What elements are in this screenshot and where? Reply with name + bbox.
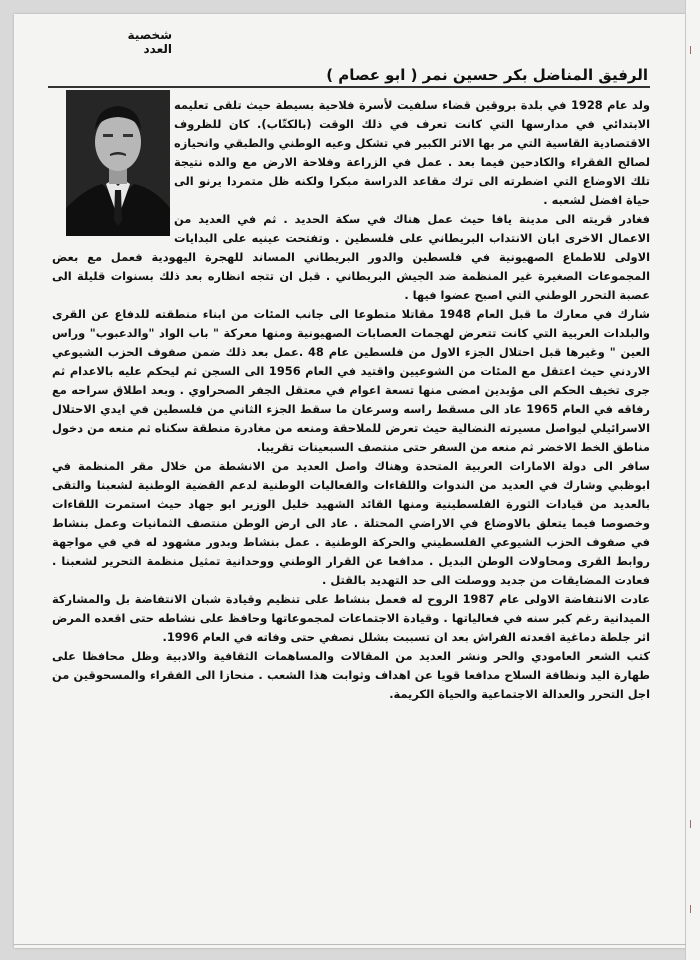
edge-mark: | [689,819,692,828]
paragraph: كتب الشعر العامودي والحر ونشر العديد من المقالات والمساهمات الثقافية والادبية وظل محافظا على طهارة اليد ونظافة السلاح مدافعا قويا عن اهداف وثوابت هذا الشعب . منحازا الى الفقراء والمسحوقين من اجل التحرر والعدالة الاجتماعية والحياة الكريمة. [52,649,650,701]
paragraph: شارك في معارك ما قبل العام 1948 مقاتلا متطوعا الى جانب المئات من ابناء منطقته للدفاع عن القرى والبلدات العربية التي كانت تتعرض لهجمات العصابات الصهيونية ومنها معركة " باب الواد "والدعبوب" وراس العين " وغيرها قبل احتلال الجزء الاول من فلسطين عام 48 .عمل بعد ذلك ضمن صفوف الحزب الشيوعي الاردني حيث اعتقل مع المئات من الشوعيين واقتيد في العام 1956 الى السجن ثم ليحكم عليه بالاعدام ثم جرى تخيف الحكم الى مؤبدين امضى منها تسعة اعوام في معتقل الجفر الصحراوي . وبعد اطلاق سراحه مع رفاقه في العام 1965 عاد الى مسقط راسه وسرعان ما سقط الجزء الثاني من فلسطين في ايدي الاحتلال الاسرائيلي ليواصل مسيرته النضالية حيث تعرض للملاحقة ومنعه من مغادرة منطقة سكناه ثم منعه من دخول مناطق الخط الاخضر ثم منعه من السفر حتى منتصف السبعينات تقريبا. [52,307,650,454]
paragraph [52,96,650,210]
paragraph: عادت الانتفاضة الاولى عام 1987 الروح له فعمل بنشاط على تنظيم وقيادة شبان الانتفاضة بل والمشاركة الميدانية رغم كبر سنه في فعالياتها . وقيادة الاجتماعات لمجموعاتها وحافظ على نشاطه حتى اقعده المرض اثر جلطة دماغية اقعدته الفراش بعد ان تسببت بشلل نصفي حتى وفاته في العام 1996. [52,592,650,644]
edge-mark: | [689,45,692,54]
paragraph-text: ولد عام 1928 في بلدة بروقين قضاء سلفيت لأسرة فلاحية بسيطة حيث تلقى تعليمه الابتدائي في مدارسها التي كانت تعرف في ذلك الوقت (بالكتّاب). كان للظروف الاقتصادية القاسية التي مر بها الاثر الكبير في تشكل وعيه الوطني والطبقي وانحيازه لصالح الفقراء والكادحين فيما بعد . عمل في الزراعة وفلاحة الارض مع والده نتيجة تلك الاوضاع التي اضطرته الى ترك مقاعد الدراسة مبكرا ولكنه ظل متمردا يرنو الى حياة افضل لشعبه . [174,98,650,207]
article-title: الرفيق المناضل بكر حسين نمر ( ابو عصام ) [326,66,648,84]
photo-space [52,96,174,242]
section-label: شخصية العدد [127,28,172,56]
adjacent-page-edge [685,0,700,960]
paragraph: فغادر قريته الى مدينة يافا حيث عمل هناك في سكة الحديد . ثم في العديد من الاعمال الاخرى ابان الانتداب البريطاني على فلسطين . وتفتحت عينيه على البدايات الاولى للاطماع الصهيونية في فلسطين والدور البريطاني المساند للهجرة اليهودية فعمل مع بعض المجموعات الصغيرة غير المنظمة ضد الجيش البريطاني . قبل ان تتجه انظاره بعد ذلك بسنوات قليلة الى عصبة التحرر الوطني التي اصبح عضوا فيها . [52,212,650,302]
edge-mark: | [689,904,692,913]
title-rule [48,86,650,88]
article-body [52,96,650,704]
paragraph: سافر الى دولة الامارات العربية المتحدة وهناك واصل العديد من الانشطة من خلال مقر المنظمة في ابوظبي وشارك في العديد من الندوات واللقاءات والفعاليات الوطنية لدعم القضية الوطنية لشعبنا والتقى بالعديد من قيادات الثورة الفلسطينية ومنها القائد الشهيد خليل الوزير ابو جهاد حيث استمرت اللقاءات وخصوصا فيما يتعلق بالاوضاع في الاراضي المحتلة . عاد الى ارض الوطن منتصف الثمانيات وعمل بنشاط في صفوف الحزب الشيوعي الفلسطيني والحركة الوطنية . عمل بنشاط وبدور مشهود له في في مواجهة روابط القرى ومحاولات الوطن البديل . مدافعا عن القرار الوطني ووحدانية تمثيل منظمة التحرير لشعبنا . فعادت المضايقات من جديد ووصلت الى حد التهديد بالقتل . [52,459,650,587]
page-bottom-edge [14,944,686,945]
